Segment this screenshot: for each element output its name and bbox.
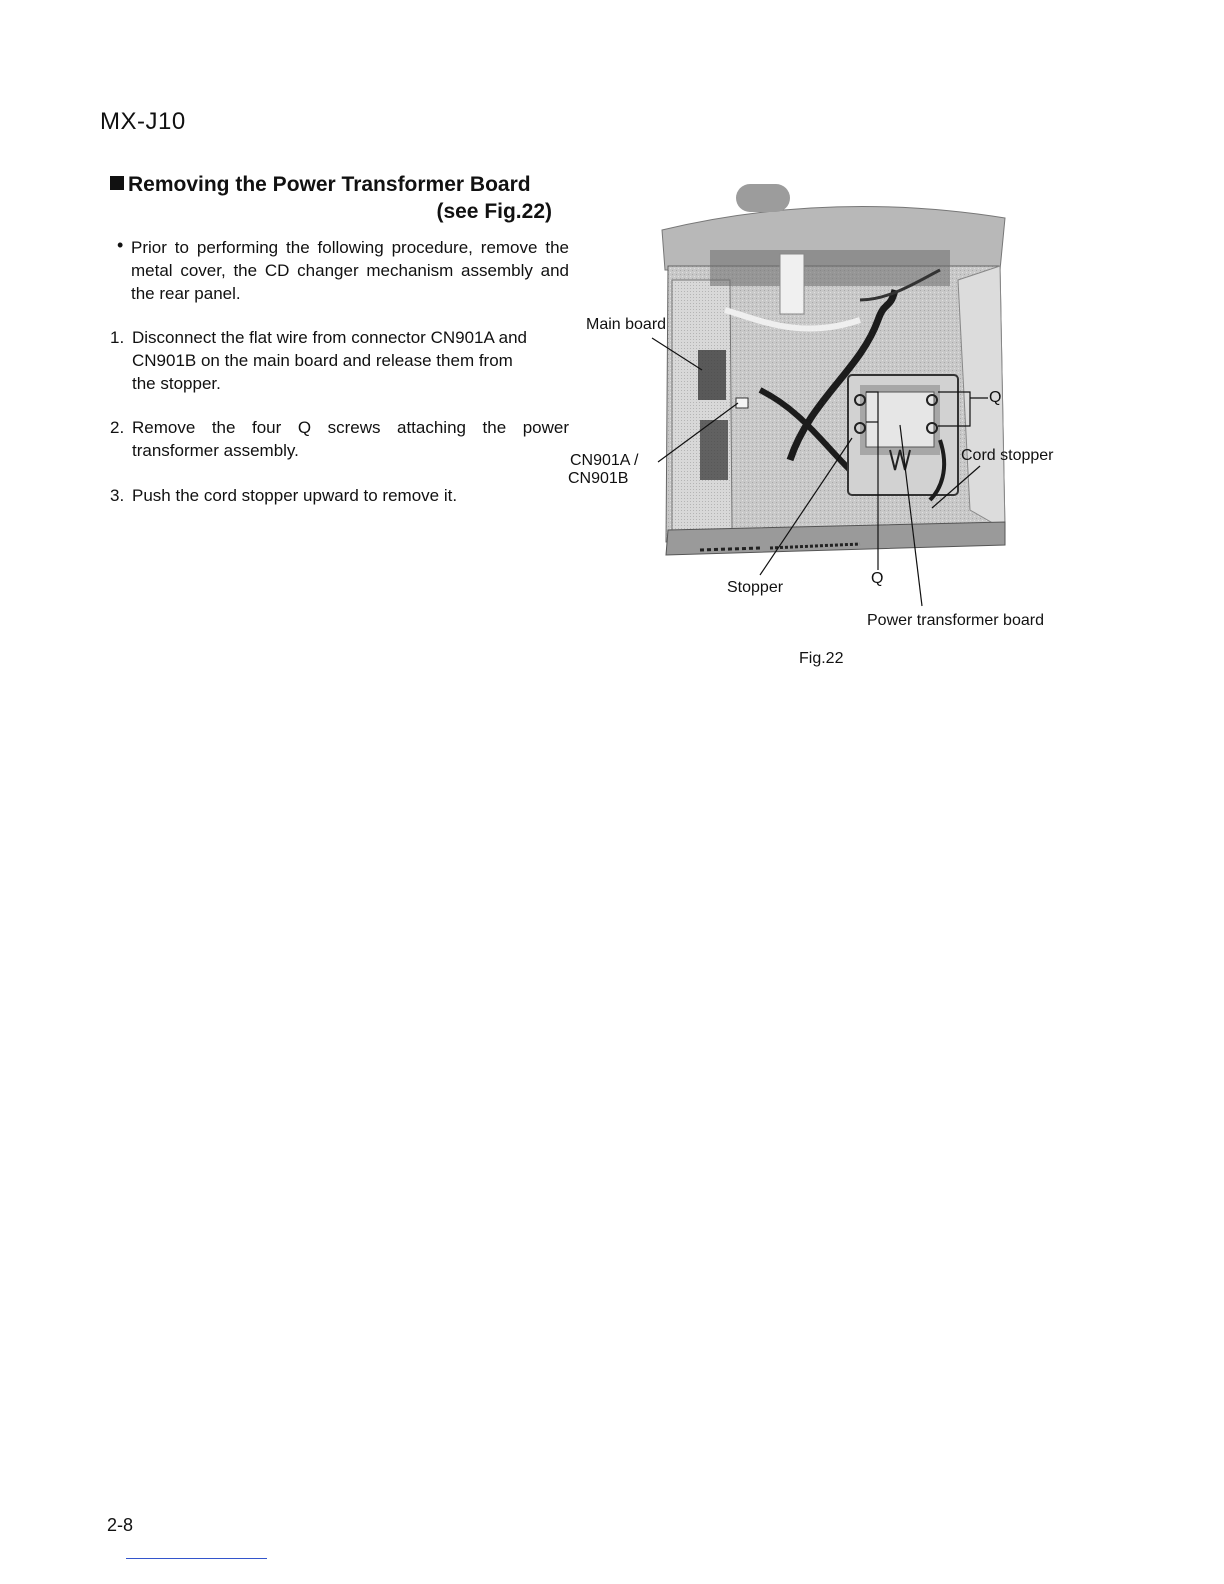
step-line: transformer assembly. bbox=[132, 441, 299, 460]
section-figure-ref: (see Fig.22) bbox=[436, 200, 552, 223]
step-line: Push the cord stopper upward to remove it. bbox=[132, 486, 458, 505]
page-number: 2-8 bbox=[107, 1515, 134, 1535]
heading-bullet-square bbox=[110, 176, 124, 190]
model-number: MX-J10 bbox=[100, 108, 186, 135]
chassis-photo-illustration bbox=[560, 170, 1080, 640]
step-line: the stopper. bbox=[132, 374, 221, 393]
step-number: 2. bbox=[110, 418, 125, 437]
step-line: Remove the four Q screws attaching the power bbox=[132, 418, 569, 437]
step-number: 3. bbox=[110, 486, 125, 505]
step-3 bbox=[110, 484, 569, 507]
step-number: 1. bbox=[110, 328, 125, 347]
step-2 bbox=[110, 416, 569, 462]
label-power-transformer-board: Power transformer board bbox=[867, 612, 1044, 629]
figure-caption: Fig.22 bbox=[799, 650, 844, 667]
label-q-screws-bottom: Q bbox=[871, 570, 884, 587]
note-text: Prior to performing the following procedure, remove the metal cover, the CD changer mechanism assembly and the rear panel. bbox=[131, 238, 569, 303]
figure-22 bbox=[560, 170, 1080, 640]
label-cn901b: CN901B bbox=[568, 470, 629, 487]
section-title: Removing the Power Transformer Board bbox=[128, 173, 531, 196]
prerequisite-note bbox=[117, 235, 569, 305]
bullet-dot: • bbox=[117, 235, 124, 255]
footer-rule bbox=[126, 1558, 267, 1559]
label-stopper: Stopper bbox=[727, 579, 784, 596]
label-cn901 bbox=[568, 452, 638, 488]
section-heading bbox=[110, 171, 552, 225]
label-main-board: Main board bbox=[586, 316, 667, 333]
label-cord-stopper: Cord stopper bbox=[961, 447, 1054, 464]
step-line: Disconnect the flat wire from connector CN901A and bbox=[132, 328, 527, 347]
label-cn901a: CN901A / bbox=[570, 452, 639, 469]
step-line: CN901B on the main board and release them from bbox=[132, 351, 513, 370]
knob-shape bbox=[736, 184, 790, 212]
step-1 bbox=[110, 326, 569, 395]
label-q-screws-top: Q bbox=[989, 389, 1002, 406]
